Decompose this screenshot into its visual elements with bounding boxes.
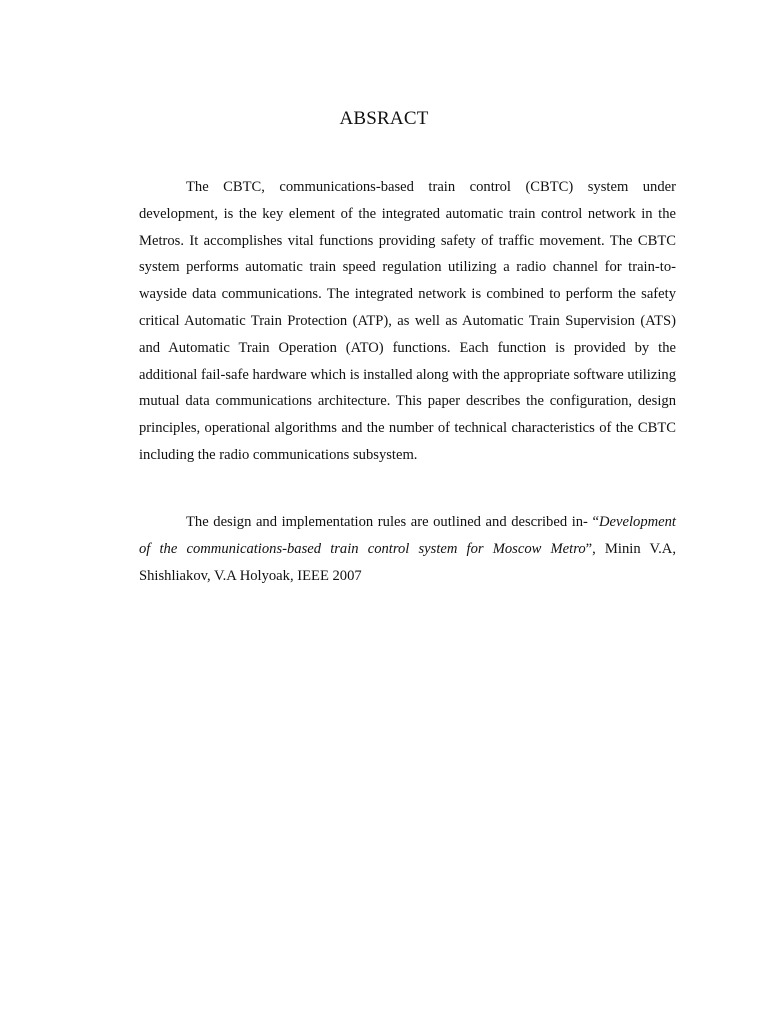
abstract-paragraph-1: The CBTC, communications-based train control (CBTC) system under development, is the key element of the integrated automatic train control network in the Metros. It accomplishes vital functions providing safety of traffic movement. The CBTC system performs automatic train speed regulation utilizing a radio channel for train-to-wayside data communications. The integrated network is combined to perform the safety critical Automatic Train Protection (ATP), as well as Automatic Train Supervision (ATS) and Automatic Train Operation (ATO) functions. Each function is provided by the additional fail-safe hardware which is installed along with the appropriate software utilizing mutual data communications architecture. This paper describes the configuration, design principles, operational algorithms and the number of technical characteristics of the CBTC including the radio communications subsystem. <box>139 179 676 463</box>
citation-authors: ”, Minin V.A, Shishliakov, V.A Holyoak, IEEE 2007 <box>139 540 676 584</box>
paragraph-2-lead: The design and implementation rules are outlined and described in- <box>186 514 588 530</box>
open-quote: “ <box>592 514 599 530</box>
page-title: ABSRACT <box>339 108 429 129</box>
abstract-paragraph-2 <box>139 509 676 589</box>
cited-paper-title: Development of the communications-based train control system for Moscow Metro <box>139 514 676 557</box>
